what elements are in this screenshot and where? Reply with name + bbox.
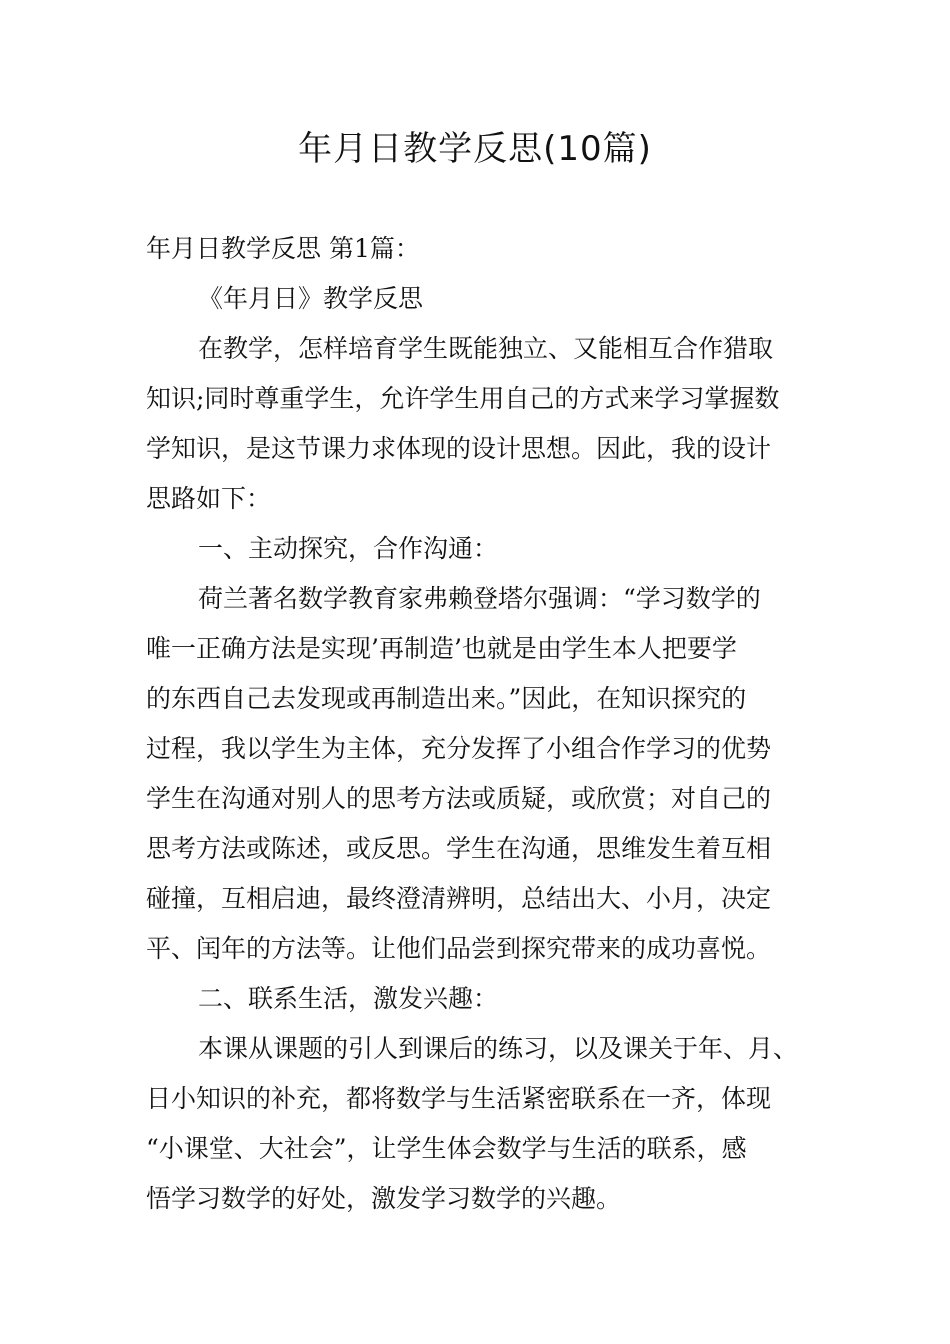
subheading-2: 二、联系生活，激发兴趣： (198, 984, 499, 1013)
intro-line: 学知识，是这节课力求体现的设计思想。因此，我的设计 (146, 434, 772, 463)
intro-line: 在教学，怎样培育学生既能独立、又能相互合作猎取 (198, 334, 774, 363)
section1-line: 平、闰年的方法等。让他们品尝到探究带来的成功喜悦。 (146, 934, 772, 963)
subheading-1: 一、主动探究，合作沟通： (198, 534, 499, 563)
document-body (146, 224, 816, 1224)
section1-line: 唯一正确方法是实现’再制造’也就是由学生本人把要学 (146, 634, 737, 663)
section-heading: 年月日教学反思 第1篇： (146, 234, 420, 263)
section1-line: 碰撞，互相启迪，最终澄清辨明，总结出大、小月，决定 (146, 884, 772, 913)
section1-line: 学生在沟通对别人的思考方法或质疑，或欣赏；对自己的 (146, 784, 772, 813)
intro-line: 思路如下： (146, 484, 272, 513)
section2-line: 日小知识的补充，都将数学与生活紧密联系在一齐，体现 (146, 1084, 772, 1113)
section2-line: “小课堂、大社会”，让学生体会数学与生活的联系，感 (146, 1134, 747, 1163)
section2-line: 悟学习数学的好处，激发学习数学的兴趣。 (146, 1184, 622, 1213)
section1-line: 思考方法或陈述，或反思。学生在沟通，思维发生着互相 (146, 834, 772, 863)
section1-line: 的东西自己去发现或再制造出来。”因此，在知识探究的 (146, 684, 747, 713)
section1-line: 过程，我以学生为主体，充分发挥了小组合作学习的优势 (146, 734, 772, 763)
document-title: 年月日教学反思(10篇) (298, 129, 652, 169)
intro-line: 知识;同时尊重学生，允许学生用自己的方式来学习掌握数 (146, 384, 780, 413)
section2-line: 本课从课题的引人到课后的练习，以及课关于年、月、 (198, 1034, 799, 1063)
section1-line: 荷兰著名数学教育家弗赖登塔尔强调：“学习数学的 (198, 584, 761, 613)
article-subtitle: 《年月日》教学反思 (198, 284, 424, 313)
